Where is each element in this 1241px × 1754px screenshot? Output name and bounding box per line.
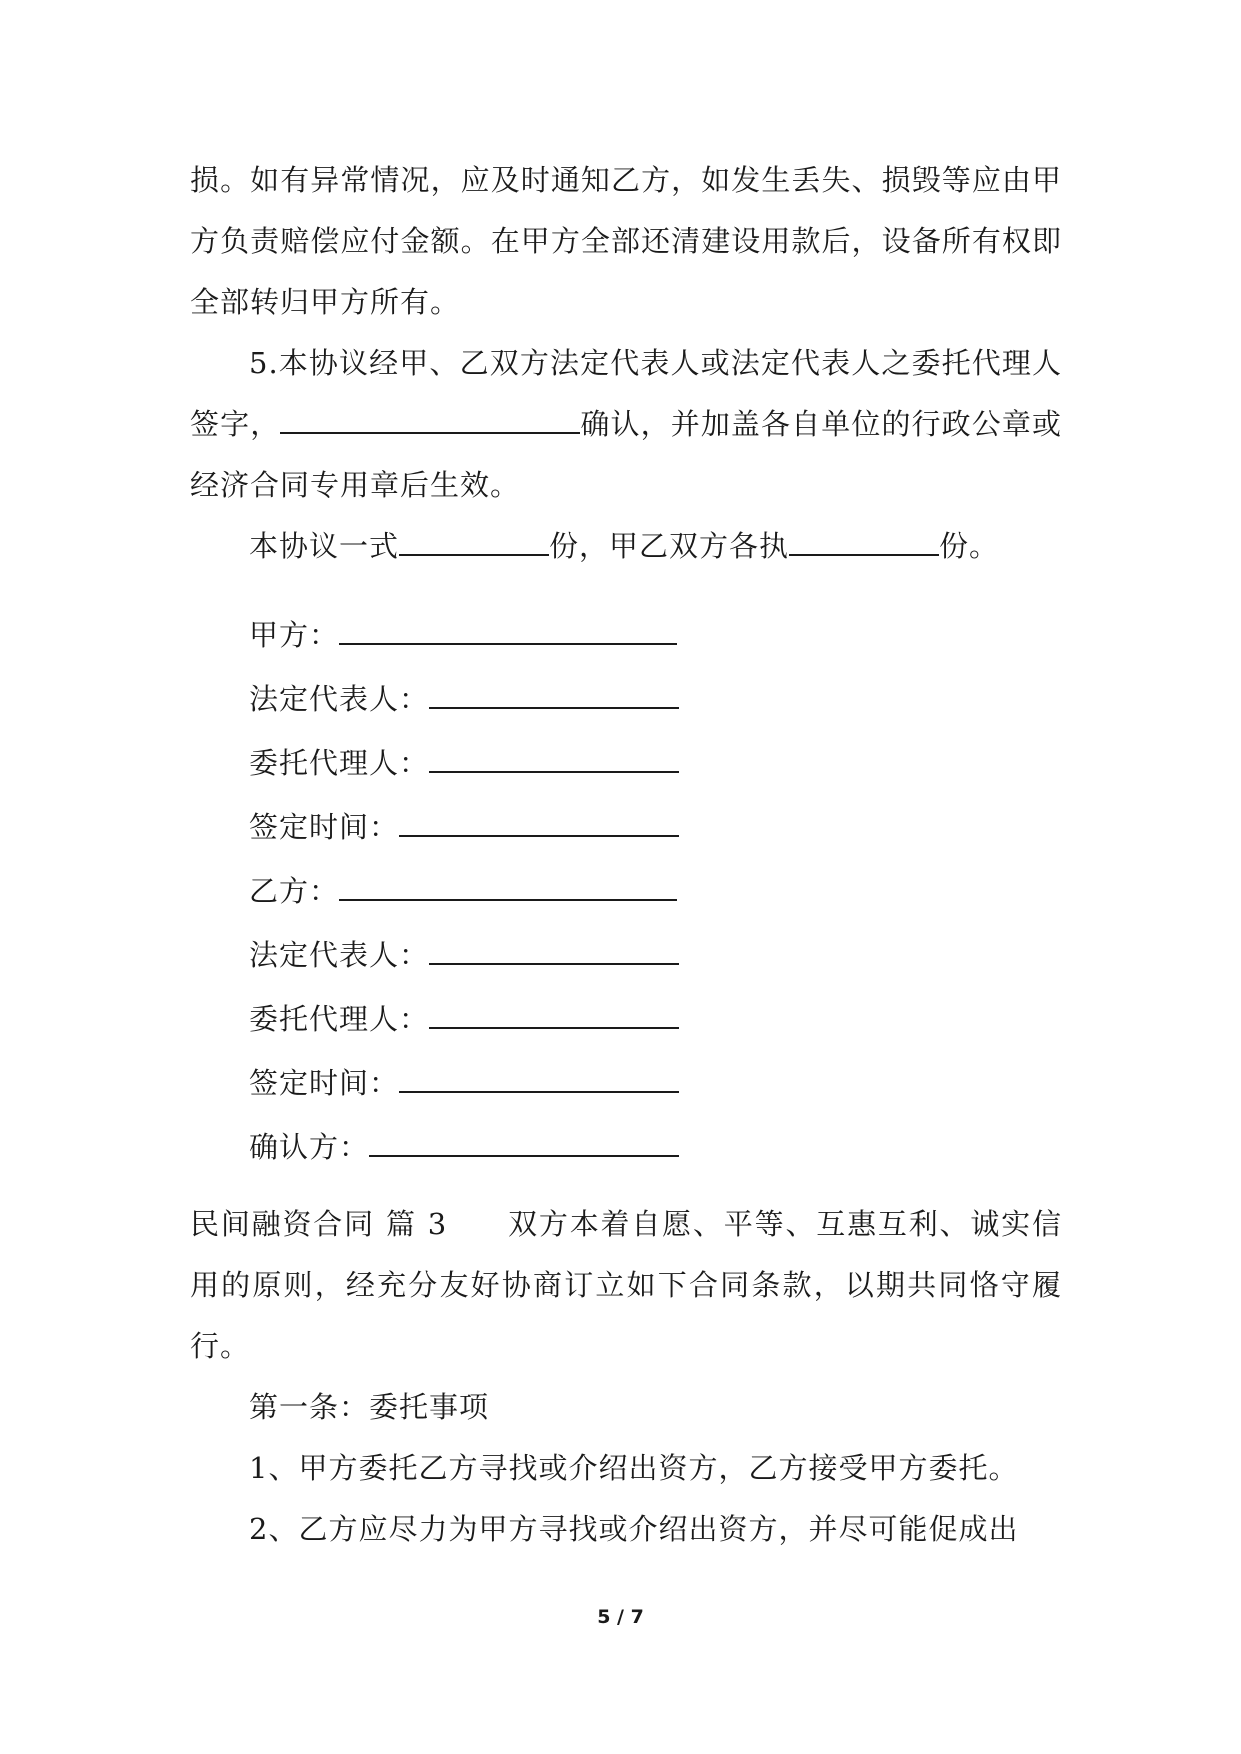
sig-label: 乙方： [249,874,340,908]
sig-blank [369,1131,679,1157]
sig-party-b [190,859,1062,923]
signature-block [190,603,1062,1179]
sig-label: 法定代表人： [249,938,430,972]
sig-label: 委托代理人： [249,1002,430,1036]
sig-label: 委托代理人： [249,746,430,780]
sig-blank [429,747,679,773]
copies-text-1: 本协议一式 [249,529,400,563]
sig-confirm [190,1115,1062,1179]
clause-5-text-end: 确认，并加盖各自单位的行政公章或经济合同专用章后生效。 [190,407,1062,502]
section-title: 民间融资合同 篇 3 [190,1207,448,1241]
sig-label: 确认方： [249,1130,370,1164]
copies-text-2: 份，甲乙双方各执 [549,529,790,563]
sig-blank [399,811,679,837]
document-body [190,150,1062,577]
article-1-item-2: 2、乙方应尽力为甲方寻找或介绍出资方，并尽可能促成出 [249,1512,1019,1546]
clause-5-text-start: 5.本协议经甲、乙双方法定代表人或法定代表人之委托代理人签字， [190,346,1062,441]
sig-label: 签定时间： [249,810,400,844]
confirm-blank [280,408,580,434]
section-intro-text: 双方本着自愿、平等、互惠互利、诚实信用的原则，经充分友好协商订立如下合同条款，以期共同恪守履行。 [190,1207,1062,1363]
section-3 [190,1194,1062,1560]
paragraph-continuation: 损。如有异常情况，应及时通知乙方，如发生丢失、损毁等应由甲方负责赔偿应付金额。在甲方全部还清建设用款后，设备所有权即全部转归甲方所有。 [190,163,1062,319]
sig-label: 签定时间： [249,1066,400,1100]
copies-total-blank [399,530,549,556]
sig-blank [399,1067,679,1093]
article-1-item-1: 1、甲方委托乙方寻找或介绍出资方，乙方接受甲方委托。 [249,1451,1019,1485]
paragraph-copies [190,516,1062,577]
sig-label: 法定代表人： [249,682,430,716]
sig-blank [339,875,677,901]
copies-text-3: 份。 [939,529,1000,563]
sig-date-b [190,1051,1062,1115]
copies-each-blank [789,530,939,556]
page-number: 5 / 7 [597,1606,644,1628]
sig-blank [429,939,679,965]
sig-blank [429,683,679,709]
sig-agent-b [190,987,1062,1051]
sig-blank [339,619,677,645]
sig-date-a [190,795,1062,859]
section-3-intro [190,1194,1062,1377]
article-1-title: 第一条：委托事项 [249,1390,490,1424]
paragraph-clause-5 [190,333,1062,516]
sig-label: 甲方： [249,618,340,652]
sig-blank [429,1003,679,1029]
sig-legal-rep-a [190,667,1062,731]
sig-agent-a [190,731,1062,795]
sig-legal-rep-b [190,923,1062,987]
sig-party-a [190,603,1062,667]
